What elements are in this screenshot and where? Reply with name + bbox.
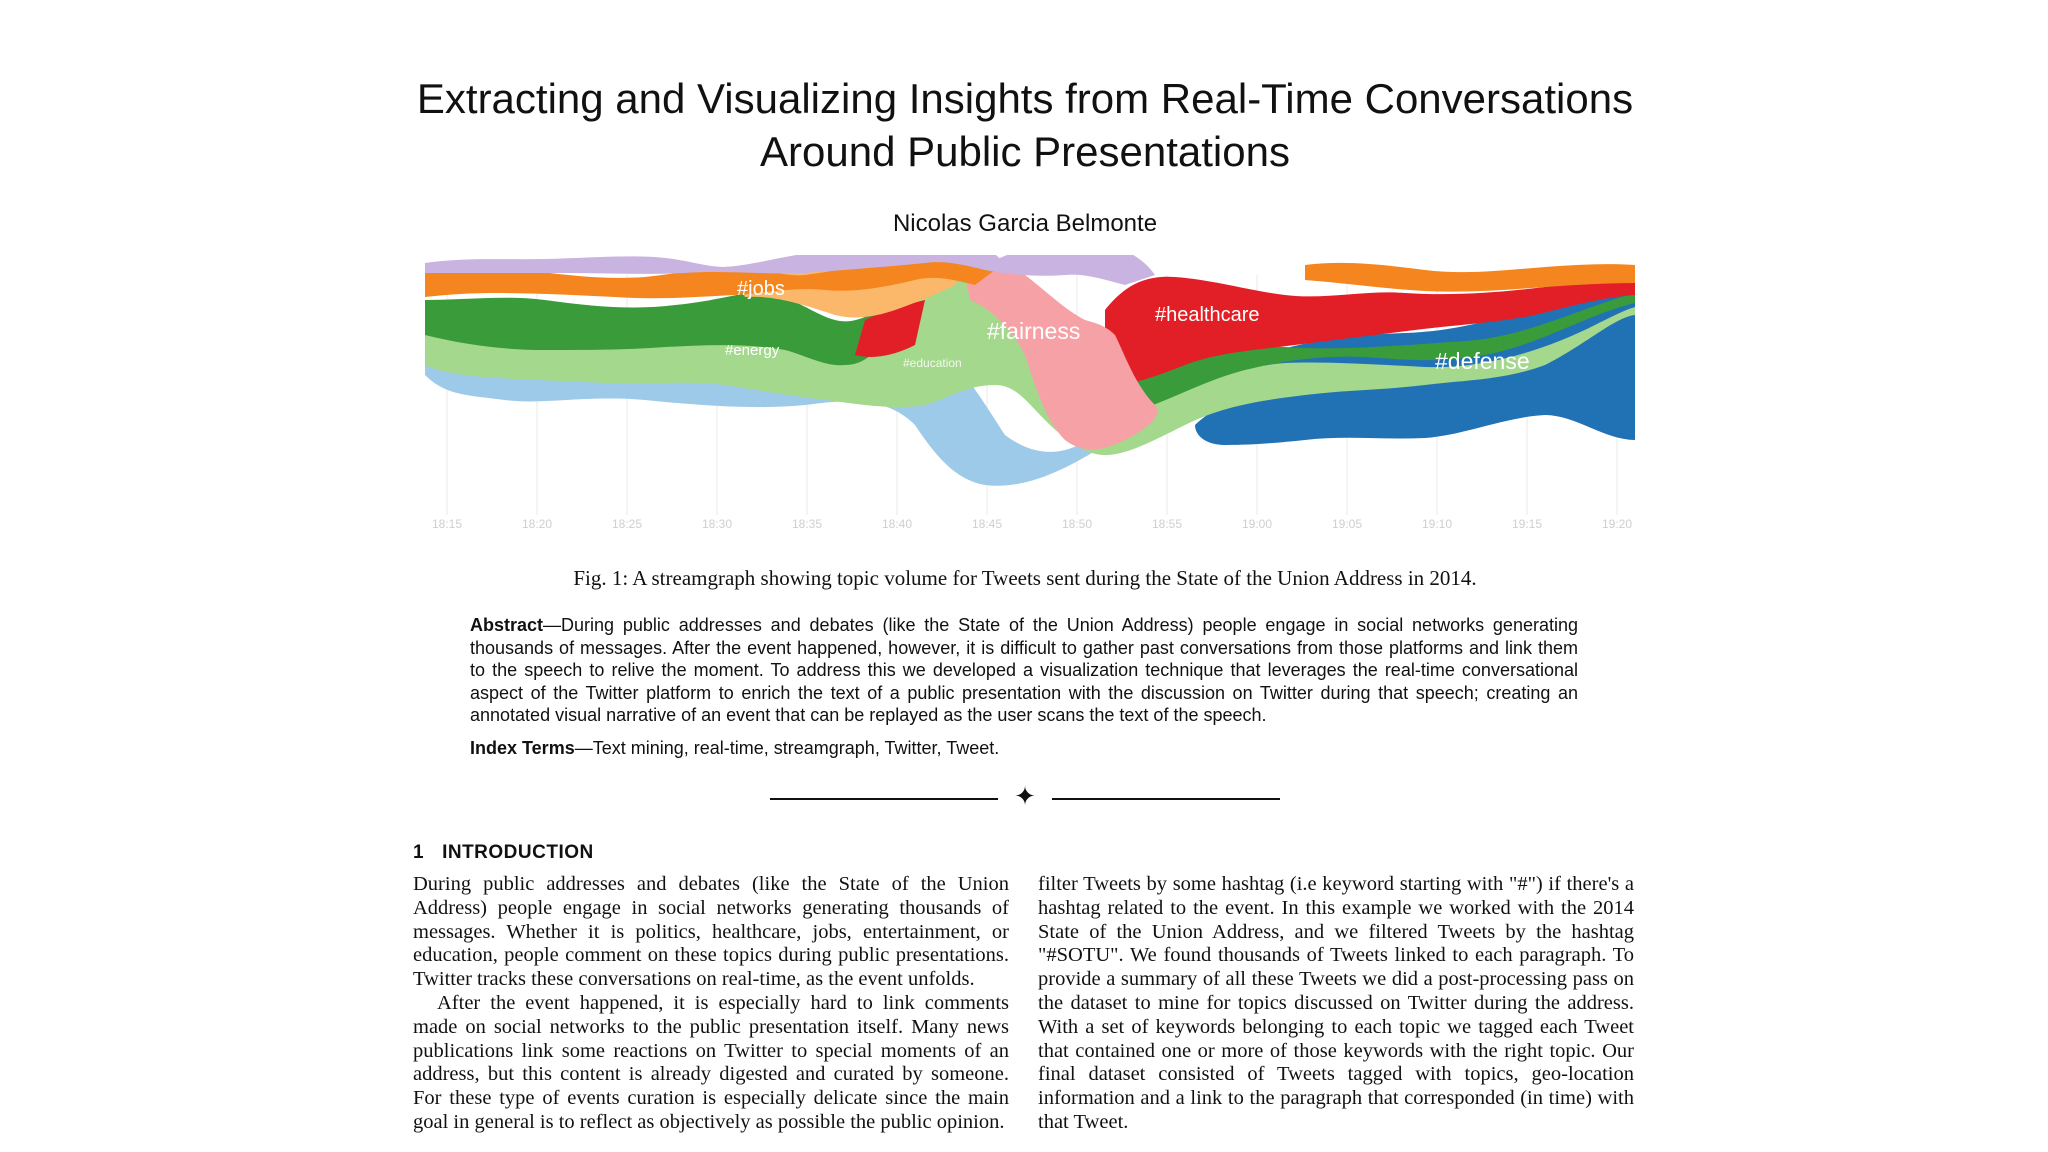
- divider-rule-left: [770, 798, 998, 800]
- index-terms-text: —Text mining, real-time, streamgraph, Twitter, Tweet.: [574, 738, 1000, 758]
- time-tick-label: 18:50: [1061, 517, 1093, 531]
- body-column-left: [413, 873, 1009, 1152]
- stream-label-defense: #defense: [1435, 348, 1530, 374]
- body-paragraph: After the event happened, it is especially hard to link comments made on social networks to the public presentation itself. Many news publications link some reactions on Twitter to special moments of an address, but this content is already digested and curated by someone. For these type of events curation is especially delicate since the main goal in general is to reflect as objectively as possible the public opinion.: [413, 991, 1009, 1133]
- paper-title-line-2: Around Public Presentations: [760, 128, 1290, 175]
- time-tick-label: 19:10: [1421, 517, 1453, 531]
- abstract-label: Abstract: [470, 615, 544, 635]
- section-heading: [413, 842, 594, 864]
- section-number: 1: [413, 842, 425, 863]
- stream-label-energy: #energy: [725, 342, 780, 359]
- divider-rule-right: [1052, 798, 1280, 800]
- section-divider: [770, 782, 1280, 812]
- body-column-right: [1038, 873, 1634, 1152]
- stream-label-healthcare: #healthcare: [1155, 304, 1260, 326]
- stream-label-fairness: #fairness: [987, 318, 1081, 344]
- abstract-text: —During public addresses and debates (like the State of the Union Address) people engage in social networks generating thousands of messages. After the event happened, however, it is difficult to gather past conversations from those platforms and link them to the speech to relive the moment. To address this we developed a visualization technique that leverages the real-time conversational aspect of the Twitter platform to enrich the text of a public presentation with the discussion on Twitter during that speech; creating an annotated visual narrative of an event that can be replayed as the user scans the text of the speech.: [470, 615, 1578, 726]
- streamgraph-figure: [425, 255, 1635, 535]
- paper-title: [380, 72, 1670, 178]
- stream-label-education: #education: [903, 356, 962, 370]
- figure-caption: Fig. 1: A streamgraph showing topic volume for Tweets sent during the State of the Union Address in 2014.: [573, 566, 1477, 590]
- time-tick-label: 19:20: [1601, 517, 1633, 531]
- section-title: INTRODUCTION: [442, 842, 594, 863]
- streamgraph-svg: [425, 255, 1635, 535]
- time-tick-label: 18:20: [521, 517, 553, 531]
- time-tick-label: 19:15: [1511, 517, 1543, 531]
- body-paragraph: filter Tweets by some hashtag (i.e keyword starting with "#") if there's a hashtag related to the event. In this example we worked with the 2014 State of the Union Address, and we filtered Tweets by the hashtag "#SOTU". We found thousands of Tweets linked to each paragraph. To provide a summary of all these Tweets we did a post-processing pass on the dataset to mine for topics discussed on Twitter during the address. With a set of keywords belonging to each topic we tagged each Tweet that contained one or more of those keywords with the right topic. Our final dataset consisted of Tweets tagged with topics, geo-location information and a link to the paragraph that corresponded (in time) with that Tweet.: [1038, 873, 1634, 1133]
- paper-title-line-1: Extracting and Visualizing Insights from Real-Time Conversations: [416, 75, 1634, 122]
- time-tick-label: 19:00: [1241, 517, 1273, 531]
- time-tick-label: 18:25: [611, 517, 643, 531]
- time-tick-label: 18:35: [791, 517, 823, 531]
- paper-author: Nicolas Garcia Belmonte: [892, 210, 1158, 237]
- time-tick-label: 18:15: [431, 517, 463, 531]
- time-tick-label: 18:45: [971, 517, 1003, 531]
- time-tick-label: 18:55: [1151, 517, 1183, 531]
- time-tick-label: 19:05: [1331, 517, 1363, 531]
- time-tick-label: 18:30: [701, 517, 733, 531]
- divider-star-icon: ✦: [1014, 782, 1036, 812]
- time-tick-label: 18:40: [881, 517, 913, 531]
- index-terms-label: Index Terms: [470, 738, 575, 758]
- streamgraph-time-axis: [432, 517, 1632, 531]
- body-paragraph: During public addresses and debates (like the State of the Union Address) people engage in social networks generating thousands of messages. Whether it is politics, healthcare, jobs, entertainment, or education, people comment on these topics during public presentations. Twitter tracks these conversations on real-time, as the event unfolds.: [413, 873, 1009, 991]
- abstract: [470, 614, 1578, 727]
- stream-label-jobs: #jobs: [737, 278, 785, 300]
- index-terms: [470, 738, 1578, 759]
